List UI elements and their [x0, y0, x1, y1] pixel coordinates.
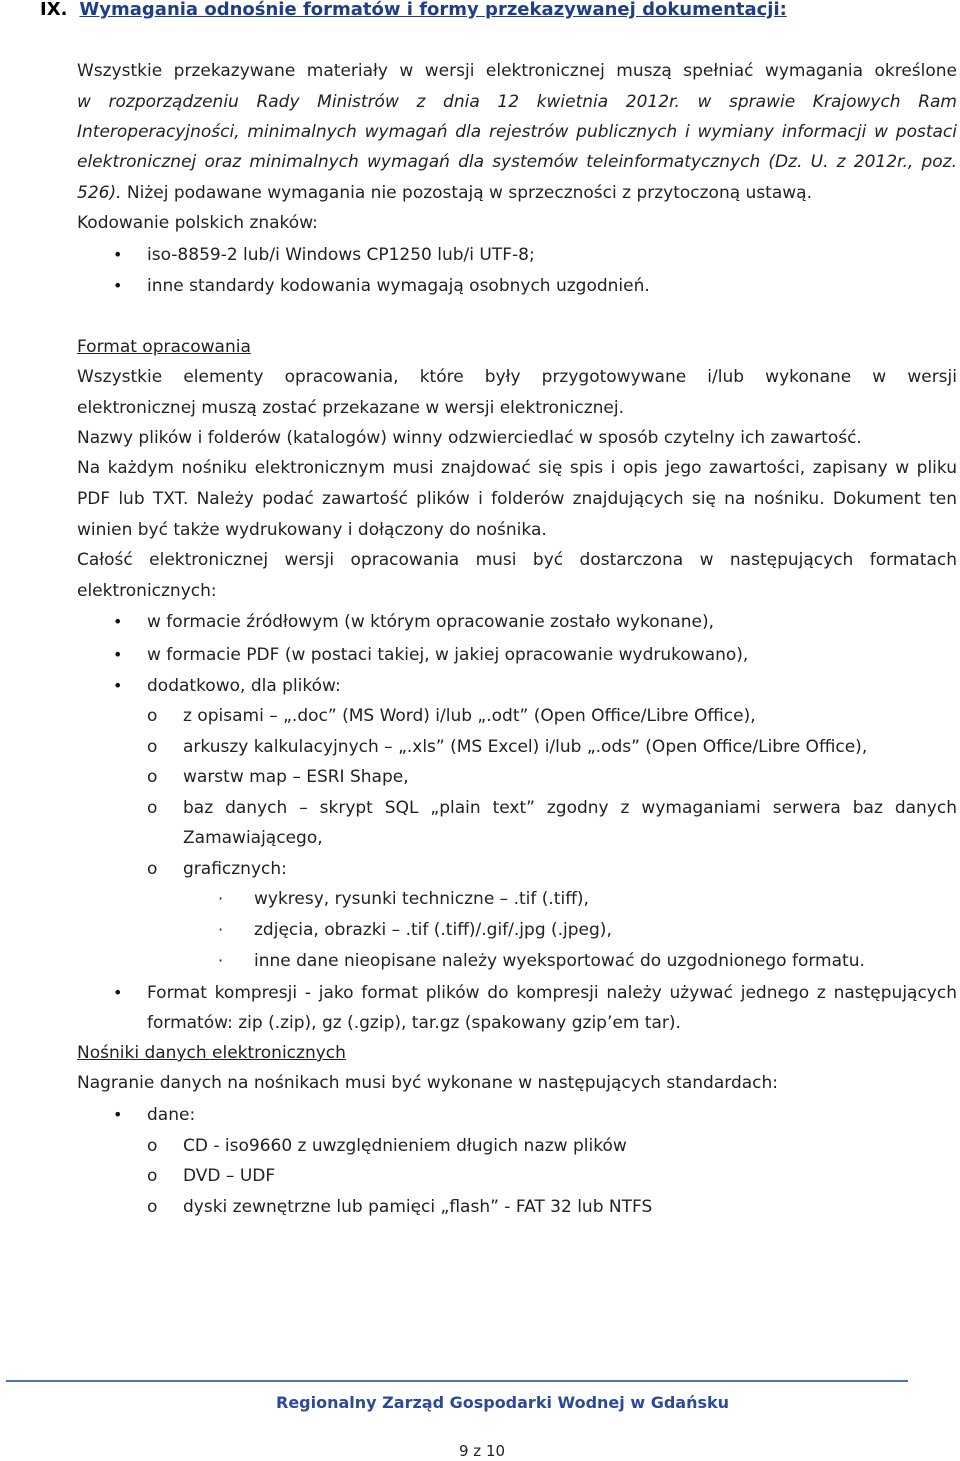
footer-rule [6, 1380, 908, 1382]
subitem-spreadsheets: arkuszy kalkulacyjnych – „.xls” (MS Excel) i/lub „.ods” (Open Office/Libre Office), [183, 737, 868, 757]
format-p1-line-1: Wszystkie elementy opracowania, które były przygotowywane i/lub wykonane w wersji [77, 367, 957, 387]
dot-bullet-icon: · [218, 951, 224, 970]
media-section-title: Nośniki danych elektronicznych [77, 1043, 346, 1063]
media-intro: Nagranie danych na nośnikach musi być wykonane w następujących standardach: [77, 1073, 779, 1093]
media-cd: CD - iso9660 z uwzględnieniem długich nazw plików [183, 1136, 627, 1156]
page-number: 9 z 10 [459, 1442, 506, 1460]
circle-bullet-icon: o [147, 859, 158, 879]
section-heading [40, 0, 787, 20]
format-p4-line-2: elektronicznych: [77, 581, 217, 601]
format-section-title: Format opracowania [77, 337, 251, 357]
intro-line-2: w rozporządzeniu Rady Ministrów z dnia 12 kwietnia 2012r. w sprawie Krajowych Ram [77, 92, 957, 112]
subitem-databases-line-1: baz danych – skrypt SQL „plain text” zgodny z wymaganiami serwera baz danych [183, 798, 957, 818]
format-p4-line-1: Całość elektronicznej wersji opracowania musi być dostarczona w następujących formatach [77, 550, 957, 570]
bullet-icon: • [113, 676, 123, 695]
format-p3-line-1: Na każdym nośniku elektronicznym musi znajdować się spis i opis jego zawartości, zapisany w pliku [77, 458, 957, 478]
encoding-item-2: inne standardy kodowania wymagają osobnych uzgodnień. [147, 276, 650, 296]
circle-bullet-icon: o [147, 798, 158, 818]
media-external: dyski zewnętrzne lub pamięci „flash” - FAT 32 lub NTFS [183, 1197, 653, 1217]
bullet-icon: • [113, 1105, 123, 1124]
subitem-map-layers: warstw map – ESRI Shape, [183, 767, 409, 787]
format-item-source: w formacie źródłowym (w którym opracowanie zostało wykonane), [147, 612, 715, 632]
encoding-label: Kodowanie polskich znaków: [77, 213, 318, 233]
compression-line-2: formatów: zip (.zip), gz (.gzip), tar.gz (spakowany gzip’em tar). [147, 1013, 681, 1033]
circle-bullet-icon: o [147, 1136, 158, 1156]
intro-line-4: elektronicznej oraz minimalnych wymagań dla systemów teleinformatycznych (Dz. U. z 2012r., poz. [77, 152, 957, 172]
dot-bullet-icon: · [218, 920, 224, 939]
dot-bullet-icon: · [218, 889, 224, 908]
format-p3-line-3: winien być także wydrukowany i dołączony do nośnika. [77, 520, 547, 540]
bullet-icon: • [113, 645, 123, 664]
intro-line-3: Interoperacyjności, minimalnych wymagań dla rejestrów publicznych i wymiany informacji w postaci [77, 122, 957, 142]
compression-line-1: Format kompresji - jako format plików do kompresji należy używać jednego z następujących [147, 983, 957, 1003]
subitem-databases-line-2: Zamawiającego, [183, 828, 323, 848]
graphics-charts: wykresy, rysunki techniczne – .tif (.tiff), [254, 889, 589, 909]
format-item-pdf: w formacie PDF (w postaci takiej, w jakiej opracowanie wydrukowano), [147, 645, 749, 665]
graphics-other: inne dane nieopisane należy wyeksportować do uzgodnionego formatu. [254, 951, 865, 971]
circle-bullet-icon: o [147, 706, 158, 726]
format-p3-line-2: PDF lub TXT. Należy podać zawartość plików i folderów znajdujących się na nośniku. Dokument ten [77, 489, 957, 509]
graphics-photos: zdjęcia, obrazki – .tif (.tiff)/.gif/.jpg (.jpeg), [254, 920, 612, 940]
subitem-descriptions: z opisami – „.doc” (MS Word) i/lub „.odt” (Open Office/Libre Office), [183, 706, 756, 726]
bullet-icon: • [113, 245, 123, 264]
format-p1-line-2: elektronicznej muszą zostać przekazane w wersji elektronicznej. [77, 398, 625, 418]
intro-line-5 [77, 183, 812, 203]
section-title: Wymagania odnośnie formatów i formy przekazywanej dokumentacji: [79, 0, 787, 20]
bullet-icon: • [113, 983, 123, 1002]
format-p2: Nazwy plików i folderów (katalogów) winny odzwierciedlać w sposób czytelny ich zawartość. [77, 428, 862, 448]
bullet-icon: • [113, 612, 123, 631]
media-dvd: DVD – UDF [183, 1166, 276, 1186]
intro-line-5-rest: Niżej podawane wymagania nie pozostają w sprzeczności z przytoczoną ustawą. [121, 183, 812, 203]
encoding-item-1: iso-8859-2 lub/i Windows CP1250 lub/i UTF-8; [147, 245, 535, 265]
circle-bullet-icon: o [147, 767, 158, 787]
circle-bullet-icon: o [147, 737, 158, 757]
media-item-data: dane: [147, 1105, 196, 1125]
intro-line-1: Wszystkie przekazywane materiały w wersji elektronicznej muszą spełniać wymagania określone [77, 61, 957, 81]
subitem-graphics: graficznych: [183, 859, 287, 879]
circle-bullet-icon: o [147, 1166, 158, 1186]
bullet-icon: • [113, 276, 123, 295]
format-item-additional: dodatkowo, dla plików: [147, 676, 341, 696]
footer-organization: Regionalny Zarząd Gospodarki Wodnej w Gdańsku [276, 1393, 730, 1412]
intro-line-5-italic: 526). [77, 183, 122, 203]
section-number: IX. [40, 0, 68, 20]
circle-bullet-icon: o [147, 1197, 158, 1217]
